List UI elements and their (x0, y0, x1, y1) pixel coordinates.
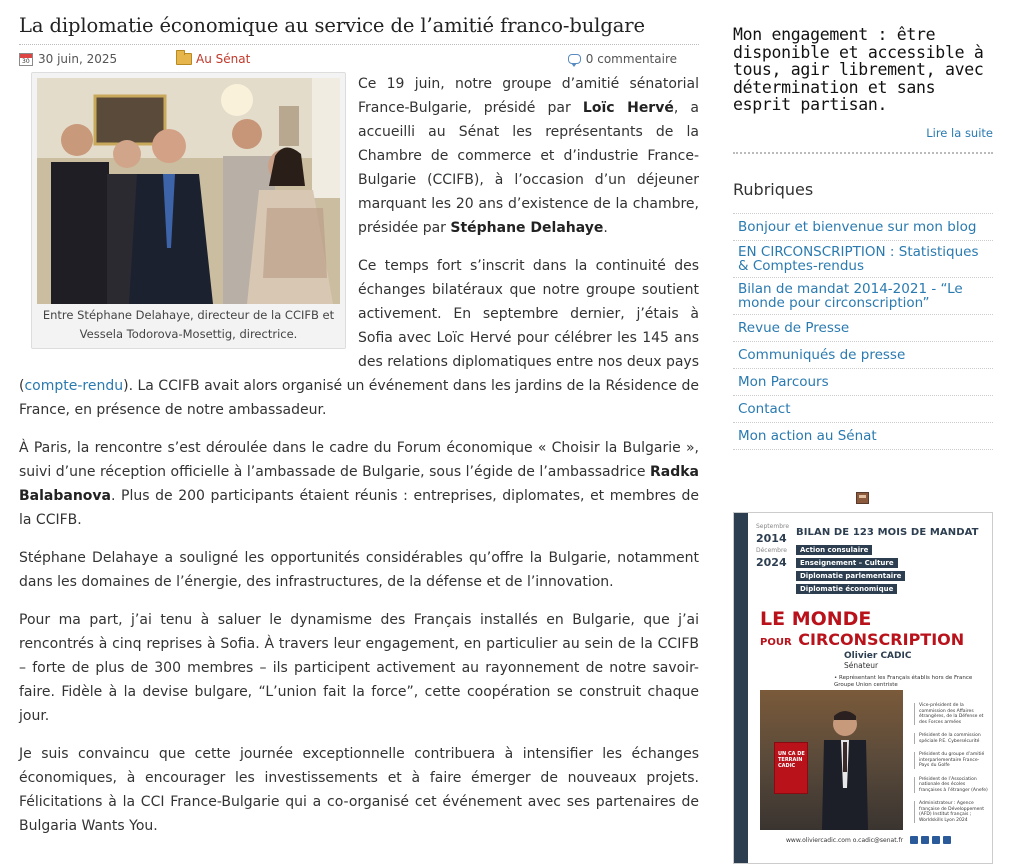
p1-text-1: Ce 19 juin, notre groupe d’amitié sénatorial France-Bulgarie, présidé par (358, 76, 699, 117)
poster-heading: BILAN DE 123 MOIS DE MANDAT (796, 527, 979, 538)
rubrique-item[interactable]: Bonjour et bienvenue sur mon blog (733, 214, 993, 241)
read-more-link[interactable]: Lire la suite (926, 125, 993, 140)
poster-bullet: Vice-président de la commission des Affaires étrangères, de la Défense et des Forces armées (914, 703, 988, 725)
rubrique-item[interactable]: Bilan de mandat 2014-2021 - “Le monde pour circonscription” (733, 278, 993, 315)
post-figure (31, 72, 346, 349)
p3-text-2: . Plus de 200 participants étaient réunis : entreprises, diplomates, et membres de la CCIFB. (19, 488, 699, 529)
paragraph-6: Je suis convaincu que cette journée exceptionnelle contribuera à intensifier les échanges économiques, à encourager les investissements et à faire émerger de nouveaux projets. Félicitations à la CCI France-Bulgarie qui a co-organisé cet événement avec ses partenaires de Bulgaria Wants You. (19, 746, 699, 835)
poster-person (822, 708, 868, 830)
post-content (19, 72, 699, 838)
poster-bullet: Président de l’Association nationale des écoles françaises à l’étranger (Anefe) (914, 777, 988, 794)
calendar-icon (19, 53, 33, 66)
poster-year-label-bottom: Décembre (756, 547, 787, 554)
linkedin-icon (943, 836, 951, 844)
poster-bullet: Administrateur : Agence française de Développement (AFD) Institut français ; Worldskills Lyon 2024 (914, 801, 988, 823)
post-title[interactable]: La diplomatie économique au service de l’amitié franco-bulgare (19, 14, 645, 37)
poster-tag: Action consulaire (796, 545, 872, 555)
poster-photo (760, 690, 903, 830)
poster-title-line1: LE MONDE (760, 608, 872, 630)
poster-book (774, 742, 808, 794)
paragraph-5: Pour ma part, j’ai tenu à saluer le dynamisme des Français installés en Bulgarie, que j’ai rencontrés à cinq reprises à Sofia. À travers leur engagement, en particulier au sein de la CCIFB – forte de plus de 300 membres – ils participent activement au rayonnement de notre savoir-faire. Fidèle à la devise bulgare, “L’union fait la force”, cette coopération se construit chaque jour. (19, 612, 699, 725)
p2-text-2: ). La CCIFB avait alors organisé un événement dans les jardins de la Résidence de France, en présence de notre ambassadeur. (19, 378, 699, 419)
comment-icon (568, 54, 581, 64)
post-date-text: 30 juin, 2025 (38, 52, 118, 67)
poster-tag: Diplomatie économique (796, 584, 897, 594)
poster-bullet: Président du groupe d’amitié interparlementaire France-Pays du Golfe (914, 752, 988, 769)
poster-strip (734, 513, 748, 864)
paragraph-4: Stéphane Delahaye a souligné les opportunités considérables qu’offre la Bulgarie, notamment dans les domaines de l’énergie, des infrastructures, de la défense et de l’innovation. (19, 550, 699, 591)
calendar-day: 30 (22, 57, 30, 65)
paragraph-3 (19, 436, 699, 532)
rubriques-title: Rubriques (733, 179, 814, 199)
read-more-row (733, 126, 993, 154)
rubrique-item[interactable]: Revue de Presse (733, 315, 993, 342)
poster-year-end: 2024 (756, 556, 787, 569)
post-category-link[interactable]: Au Sénat (196, 52, 251, 67)
rubrique-item[interactable]: EN CIRCONSCRIPTION : Statistiques & Comptes-rendus (733, 241, 993, 278)
post-comments[interactable] (568, 52, 677, 66)
sidebar (733, 25, 993, 844)
rubrique-item[interactable]: Contact (733, 396, 993, 423)
p2-text-1: Ce temps fort s’inscrit dans la continuité des échanges bilatéraux que notre groupe soutient activement. En septembre dernier, j’étais à Sofia avec Loïc Hervé pour célébrer les 145 ans des relations diplomatiques entre nos deux pays ( (19, 258, 699, 395)
poster-social-icons (910, 836, 951, 844)
poster-represent (834, 675, 972, 689)
folder-icon (176, 53, 192, 65)
poster-group: Groupe Union centriste (834, 682, 898, 688)
post-category[interactable] (176, 52, 250, 66)
poster-book-text: UN CA DE TERRAIN CADIC (778, 751, 805, 769)
p1-bold-2: Stéphane Delahaye (450, 220, 604, 237)
post-meta (19, 44, 699, 72)
poster-role: Sénateur (844, 661, 879, 670)
poster-title-pour: POUR (760, 637, 792, 648)
p3-text-1: À Paris, la rencontre s’est déroulée dans le cadre du Forum économique « Choisir la Bulgarie », suivi d’une réception officielle à l’ambassade de Bulgarie, sous l’égide de l’ambassadrice (19, 440, 699, 481)
rubrique-item[interactable]: Mon Parcours (733, 369, 993, 396)
rubrique-item[interactable]: Communiqués de presse (733, 342, 993, 369)
facebook-icon (910, 836, 918, 844)
twitter-icon (921, 836, 929, 844)
rubriques-list (733, 213, 993, 450)
poster-footer: www.oliviercadic.com o.cadic@senat.fr (786, 837, 904, 844)
engagement-text: Mon engagement : être disponible et accessible à tous, agir librement, avec détermination et sans esprit partisan. (733, 25, 984, 114)
post-article (19, 14, 699, 852)
poster-name-text: Olivier CADIC (844, 651, 912, 661)
poster-year-label-top: Septembre (756, 523, 790, 530)
post-comments-link[interactable]: 0 commentaire (585, 52, 677, 67)
poster-represent-text: • Représentant les Français établis hors de France (834, 675, 973, 681)
poster-years (756, 521, 796, 569)
image-icon[interactable] (856, 492, 869, 504)
poster-bullet: Président de la commission spéciale P.E. Cybersécurité (914, 733, 988, 744)
figure-caption: Entre Stéphane Delahaye, directeur de la CCIFB et Vessela Todorova-Mosettig, directrice. (42, 308, 335, 342)
youtube-icon (932, 836, 940, 844)
poster-name (844, 651, 911, 671)
mandate-poster[interactable] (733, 512, 993, 864)
poster-bullets (914, 703, 988, 831)
p1-text-2: , a accueilli au Sénat les représentants de la Chambre de commerce et d’industrie France-Bulgarie (CCIFB), à l’occasion d’un déjeuner marquant les 20 ans d’existence de la chambre, présidée par (358, 100, 700, 237)
photo-illustration (37, 78, 340, 304)
rubrique-item[interactable]: Mon action au Sénat (733, 423, 993, 450)
p1-text-3: . (603, 220, 608, 237)
p1-bold-1: Loïc Hervé (582, 100, 674, 117)
post-date (19, 52, 117, 66)
poster-title (760, 609, 964, 653)
compte-rendu-link[interactable]: compte-rendu (24, 378, 124, 395)
poster-tag: Diplomatie parlementaire (796, 571, 905, 581)
p3-bold-1: Radka Balabanova (19, 464, 699, 505)
poster-tag: Enseignement – Culture (796, 558, 898, 568)
post-photo[interactable] (37, 78, 340, 304)
poster-year-start: 2014 (756, 532, 787, 545)
poster-title-line2: CIRCONSCRIPTION (798, 630, 965, 649)
poster-tags (796, 545, 905, 597)
